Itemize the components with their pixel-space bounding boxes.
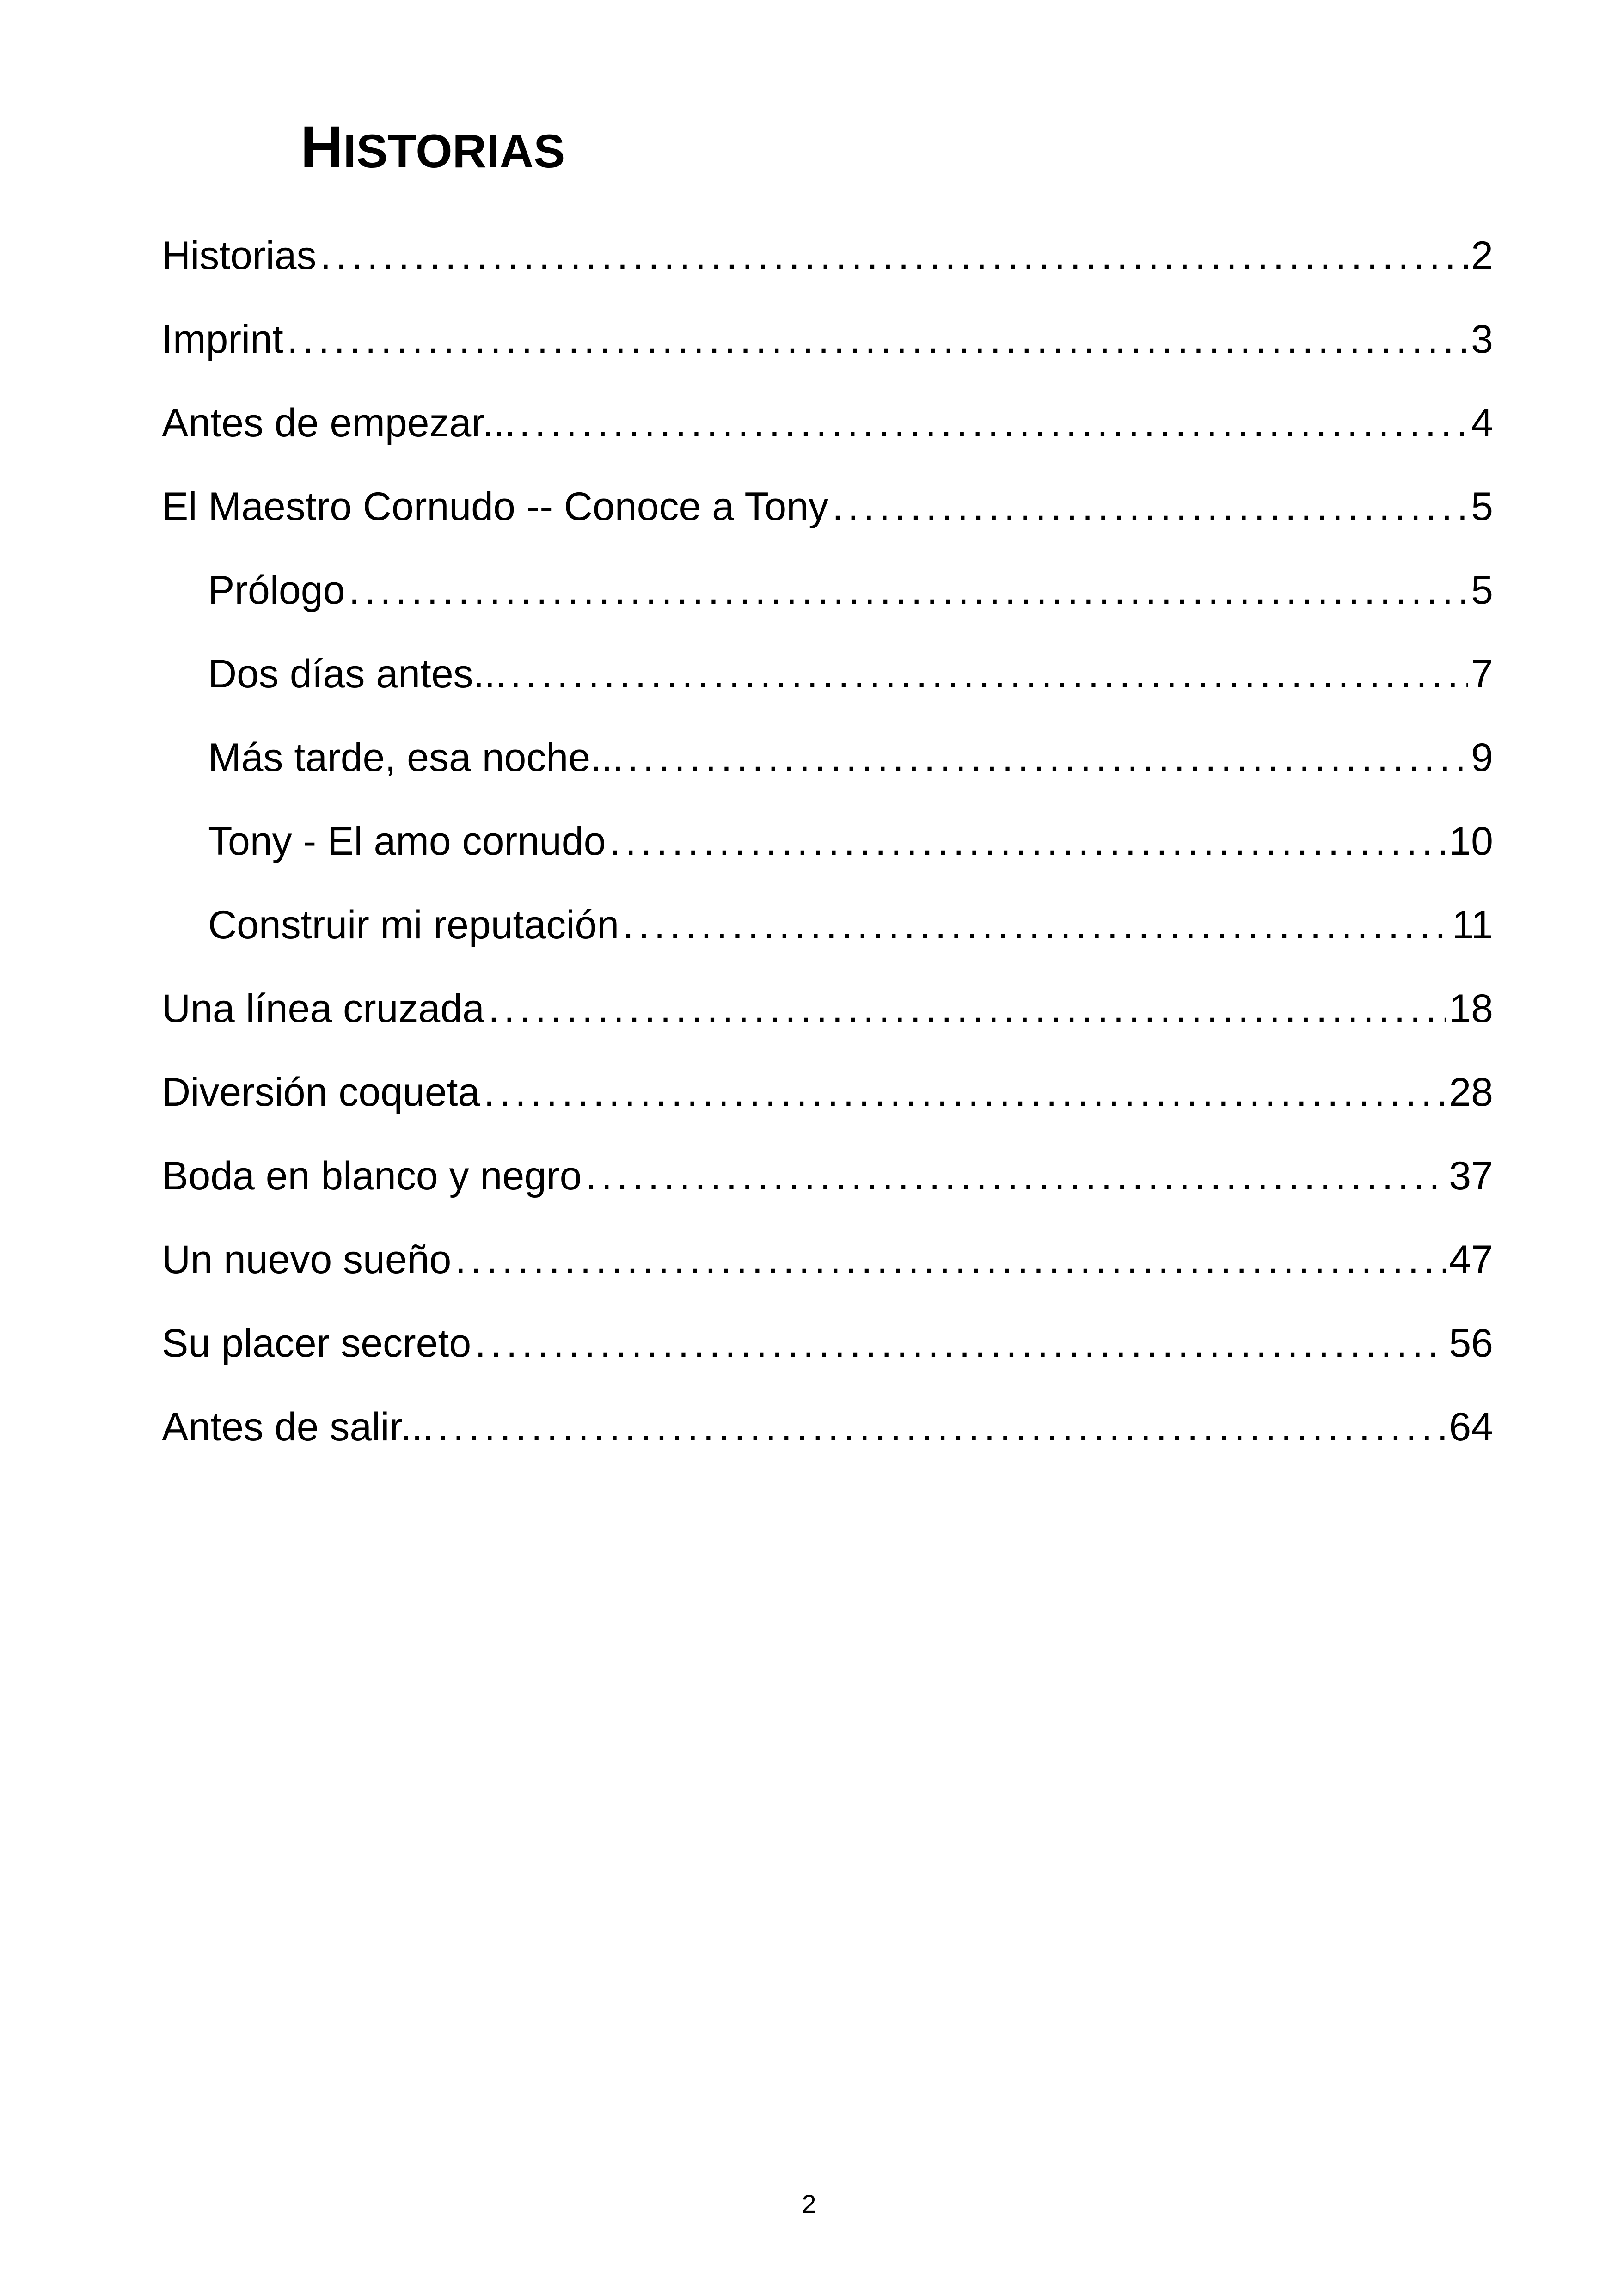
toc-entry-page-number: 47 [1449,1237,1493,1282]
toc-entry-page-number: 3 [1471,317,1493,361]
toc-heading [300,114,565,180]
toc-entry-title: Boda en blanco y negro [162,1154,582,1198]
toc-entry[interactable] [162,319,1493,403]
toc-entry[interactable] [162,1323,1493,1407]
toc-entry-page-number: 9 [1471,735,1493,780]
toc-dot-leader [437,1407,1446,1447]
toc-entry-title: Antes de empezar... [162,401,515,445]
toc-dot-leader [519,403,1468,443]
toc-entry-page-number: 2 [1471,233,1493,278]
toc-entry-title: Un nuevo sueño [162,1237,452,1282]
toc-entry-title: Prólogo [208,568,345,612]
toc-entry-page-number: 10 [1449,819,1493,863]
toc-entry[interactable] [162,1237,1493,1323]
toc-entry[interactable] [162,735,1493,821]
toc-entry-title: Diversión coqueta [162,1070,480,1114]
toc-dot-leader [484,1072,1446,1112]
toc-dot-leader [349,570,1468,610]
toc-dot-leader [609,821,1446,861]
toc-entry-page-number: 18 [1449,986,1493,1031]
toc-entry-title: Imprint [162,317,283,361]
toc-entry[interactable] [162,484,1493,570]
toc-entry[interactable] [162,1072,1493,1156]
toc-dot-leader [627,738,1468,778]
toc-dot-leader [287,319,1468,359]
toc-entry-page-number: 64 [1449,1405,1493,1449]
toc-entry-title: Antes de salir... [162,1405,434,1449]
toc-dot-leader [832,487,1468,527]
toc-heading-rest: ISTORIAS [343,125,565,178]
toc-entry[interactable] [162,905,1493,989]
toc-entry[interactable] [162,1156,1493,1240]
page-number: 2 [802,2189,816,2218]
toc-entry-page-number: 7 [1471,652,1493,696]
toc-entry-title: Dos días antes... [208,652,507,696]
table-of-contents [162,233,1493,1491]
toc-entry[interactable] [162,986,1493,1072]
toc-entry-title: Construir mi reputación [208,903,619,947]
toc-entry-page-number: 56 [1449,1321,1493,1365]
toc-dot-leader [475,1323,1446,1363]
toc-entry-title: Más tarde, esa noche... [208,735,624,780]
toc-entry[interactable] [162,233,1493,319]
toc-dot-leader [510,654,1468,694]
toc-entry-page-number: 11 [1452,903,1493,947]
toc-dot-leader [623,905,1449,945]
toc-entry-title: Historias [162,233,317,278]
toc-entry-page-number: 28 [1449,1070,1493,1114]
toc-dot-leader [455,1240,1446,1280]
toc-entry[interactable] [162,570,1493,654]
toc-dot-leader [488,989,1446,1029]
toc-entry[interactable] [162,403,1493,487]
toc-entry-title: Una línea cruzada [162,986,484,1031]
toc-heading-initial: H [300,114,343,180]
toc-entry-title: Su placer secreto [162,1321,472,1365]
toc-entry-page-number: 4 [1471,401,1493,445]
toc-dot-leader [320,236,1469,276]
toc-entry-title: Tony - El amo cornudo [208,819,606,863]
toc-entry-page-number: 5 [1471,484,1493,529]
toc-entry-title: El Maestro Cornudo -- Conoce a Tony [162,484,829,529]
toc-entry[interactable] [162,654,1493,738]
toc-entry-page-number: 37 [1449,1154,1493,1198]
toc-entry-page-number: 5 [1471,568,1493,612]
toc-entry[interactable] [162,821,1493,905]
toc-dot-leader [585,1156,1446,1196]
toc-entry[interactable] [162,1407,1493,1491]
